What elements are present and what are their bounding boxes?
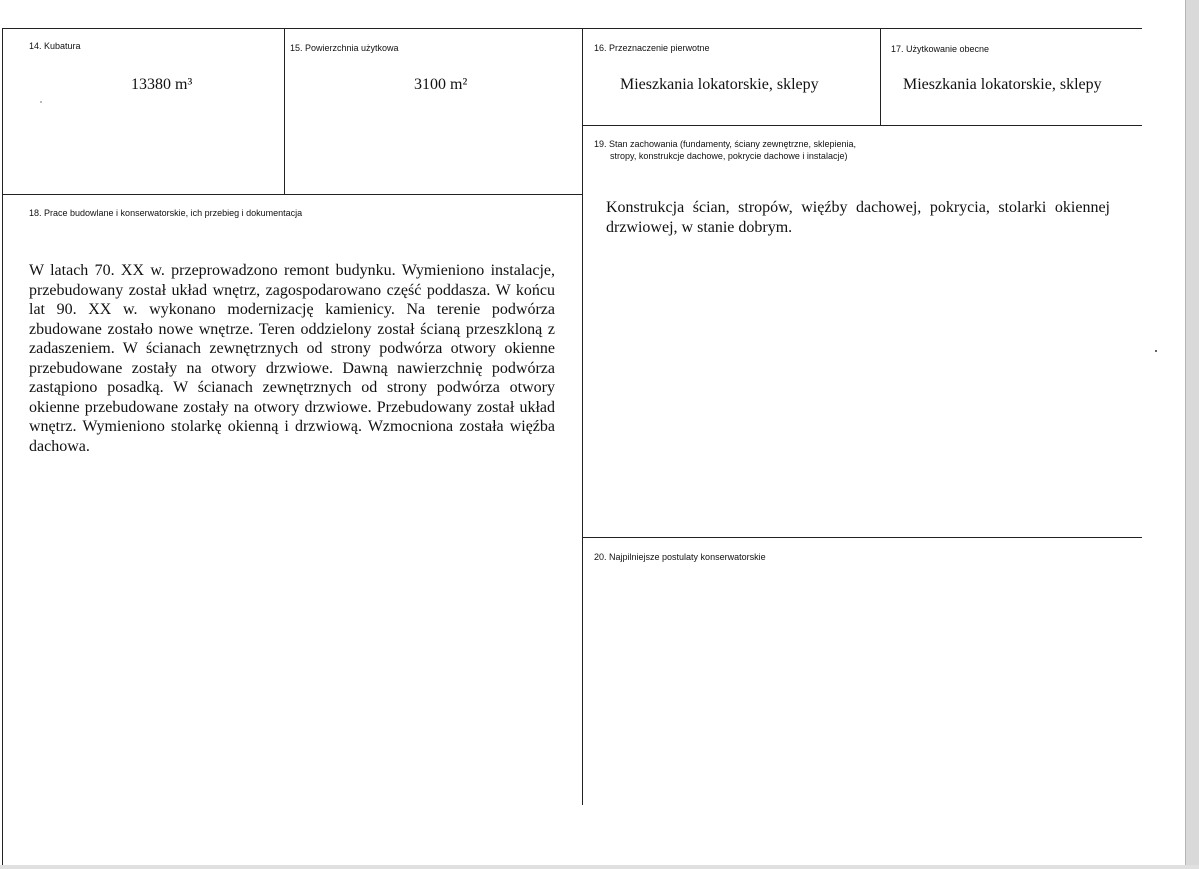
scan-speck	[40, 101, 42, 103]
field-18-label: 18. Prace budowlane i konserwatorskie, ich przebieg i dokumentacja	[29, 208, 303, 218]
rule-above-18	[2, 194, 583, 195]
rule-above-20	[582, 537, 1142, 538]
field-18-text: W latach 70. XX w. przeprowadzono remont budynku. Wymieniono instalacje, przebudowany został układ wnętrz, zagospodarowano część poddasza. W końcu lat 90. XX w. wykonano modernizację kamienicy. Na terenie podwórza zbudowane zostało nowe wnętrze. Teren oddzielony został ścianą przeszkloną z zadaszeniem. W ścianach zewnętrznych od strony podwórza otwory okienne przebudowane zostały na otwory drzwiowe. Dawną nawierzchnię podwórza zastąpiono posadką. W ścianach zewnętrznych od strony podwórza otwory okienne przebudowane zostały na otwory drzwiowe. Przebudowany został układ wnętrz. Wymieniono stolarkę okienną i drzwiową. Wzmocniona została więźba dachowa.	[29, 262, 555, 455]
scan-edge-right	[1185, 0, 1199, 869]
field-16-label: 16. Przeznaczenie pierwotne	[594, 43, 710, 53]
center-divider	[582, 28, 583, 805]
field-15-label: 15. Powierzchnia użytkowa	[290, 43, 399, 53]
field-14-value: 13380 m³	[131, 76, 193, 93]
field-17-label: 17. Użytkowanie obecne	[891, 44, 990, 54]
field-16-value: Mieszkania lokatorskie, sklepy	[620, 76, 819, 93]
left-rule	[2, 28, 3, 869]
top-rule	[2, 28, 1142, 29]
field-19-label-line1: 19. Stan zachowania (fundamenty, ściany zewnętrzne, sklepienia,	[594, 139, 856, 149]
field-19-text: Konstrukcja ścian, stropów, więźby dachowej, pokrycia, stolarki okiennej drzwiowej, w stanie dobrym.	[606, 199, 1110, 236]
divider-16-17	[880, 28, 881, 125]
scan-speck	[1155, 350, 1157, 352]
field-17-value: Mieszkania lokatorskie, sklepy	[903, 76, 1102, 93]
field-19-label-line2: stropy, konstrukcje dachowe, pokrycie dachowe i instalacje)	[610, 151, 848, 161]
field-20-label: 20. Najpilniejsze postulaty konserwatorskie	[594, 552, 766, 562]
field-15-value: 3100 m²	[414, 76, 468, 93]
divider-14-15	[284, 28, 285, 194]
field-14-label: 14. Kubatura	[29, 41, 81, 51]
rule-above-19	[582, 125, 1142, 126]
scan-edge-bottom	[0, 865, 1199, 869]
